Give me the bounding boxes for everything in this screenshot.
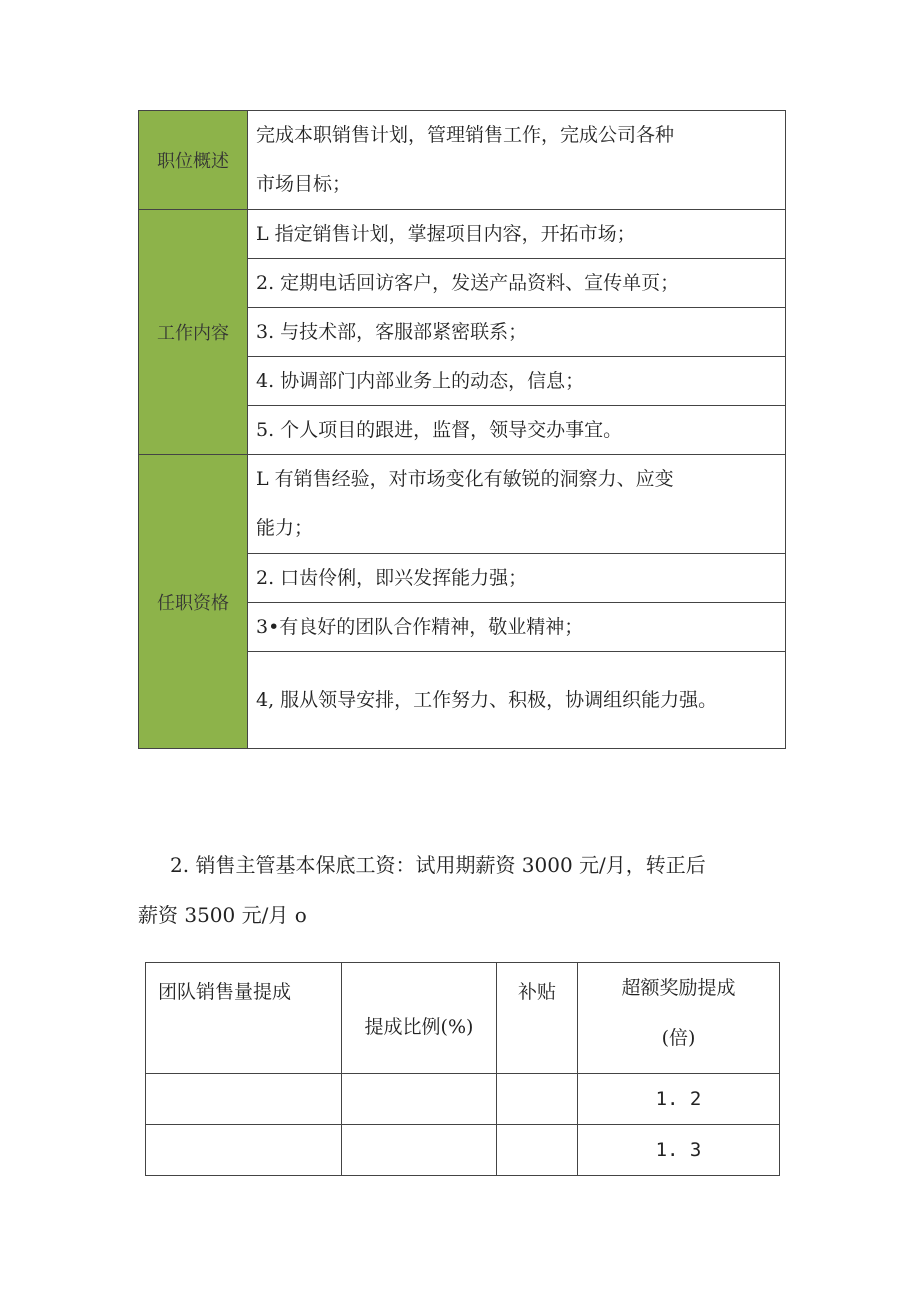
table-cell xyxy=(497,1074,578,1125)
header-excess-reward xyxy=(578,963,780,1074)
text-cell: L 指定销售计划，掌握项目内容，开拓市场； xyxy=(248,210,786,259)
header-line: (倍) xyxy=(661,1027,696,1049)
table-row xyxy=(139,111,786,210)
table-cell xyxy=(146,1125,342,1176)
text-cell: 4, 服从领导安排，工作努力、积极，协调组织能力强。 xyxy=(248,652,786,749)
text-cell xyxy=(248,455,786,554)
text-cell: 5. 个人项目的跟进，监督，领导交办事宜。 xyxy=(248,406,786,455)
header-subsidy: 补贴 xyxy=(497,963,578,1074)
table-cell xyxy=(497,1125,578,1176)
paragraph-line: 薪资 3500 元/月 o xyxy=(138,903,307,927)
text-cell: 2. 口齿伶俐，即兴发挥能力强； xyxy=(248,554,786,603)
text-line: L 有销售经验，对市场变化有敏锐的洞察力、应变 xyxy=(256,468,674,490)
text-cell xyxy=(248,111,786,210)
table-cell xyxy=(342,1074,497,1125)
text-cell: 3•有良好的团队合作精神，敬业精神； xyxy=(248,603,786,652)
text-cell: 4. 协调部门内部业务上的动态，信息； xyxy=(248,357,786,406)
table-row xyxy=(146,1125,780,1176)
table-cell: 1. 2 xyxy=(578,1074,780,1125)
job-description-table xyxy=(138,110,786,749)
header-commission-ratio: 提成比例(%) xyxy=(342,963,497,1074)
table-header-row xyxy=(146,963,780,1074)
text-line: 完成本职销售计划，管理销售工作，完成公司各种 xyxy=(256,124,675,146)
table-cell: 1. 3 xyxy=(578,1125,780,1176)
table-cell xyxy=(342,1125,497,1176)
header-team-sales: 团队销售量提成 xyxy=(146,963,342,1074)
text-cell: 3. 与技术部，客服部紧密联系； xyxy=(248,308,786,357)
commission-table xyxy=(145,962,780,1176)
category-cell-qualifications: 任职资格 xyxy=(139,455,248,749)
text-cell: 2. 定期电话回访客户，发送产品资料、宣传单页； xyxy=(248,259,786,308)
table-row xyxy=(146,1074,780,1125)
table-cell xyxy=(146,1074,342,1125)
paragraph-line: 2. 销售主管基本保底工资：试用期薪资 3000 元/月，转正后 xyxy=(170,853,706,877)
salary-paragraph xyxy=(138,840,778,940)
text-line: 能力； xyxy=(256,517,314,539)
header-line: 超额奖励提成 xyxy=(621,977,736,999)
category-cell-overview: 职位概述 xyxy=(139,111,248,210)
category-cell-work-content: 工作内容 xyxy=(139,210,248,455)
table-row xyxy=(139,455,786,554)
text-line: 市场目标； xyxy=(256,173,352,195)
table-row xyxy=(139,210,786,259)
